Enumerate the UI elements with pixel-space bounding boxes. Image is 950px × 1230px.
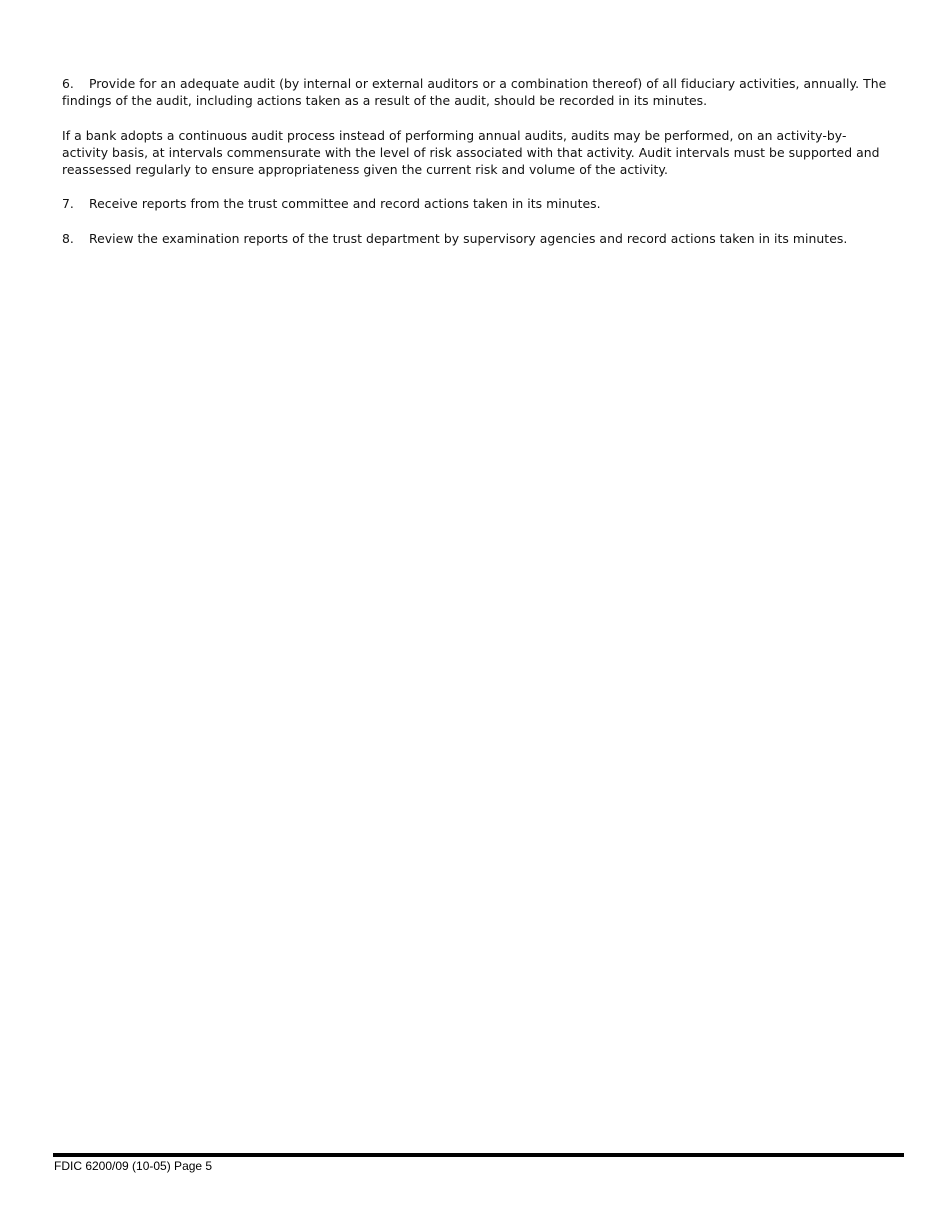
list-item-8: [62, 230, 892, 247]
item-text: Provide for an adequate audit (by internal or external auditors or a combination thereof) of all fiduciary activities, annually. The findings of the audit, including actions taken as a result of the audit, should be recorded in its minutes.: [62, 76, 887, 109]
list-item-6: [62, 75, 892, 110]
item-text: Review the examination reports of the trust department by supervisory agencies and record actions taken in its minutes.: [89, 230, 848, 246]
item-number: 6.: [62, 76, 74, 91]
continuous-audit-paragraph: If a bank adopts a continuous audit process instead of performing annual audits, audits may be performed, on an activity-by-activity basis, at intervals commensurate with the level of risk associated with that activity. Audit intervals must be supported and reassessed regularly to ensure appropriateness given the current risk and volume of the activity.: [62, 127, 880, 178]
item-number: 7.: [62, 196, 74, 212]
item-text: Receive reports from the trust committee and record actions taken in its minutes.: [89, 196, 601, 212]
list-item-7: [62, 195, 892, 212]
item-number: 8.: [62, 230, 74, 246]
footer-divider: [53, 1153, 904, 1157]
document-body: [62, 75, 892, 264]
footer-form-label: FDIC 6200/09 (10-05) Page 5: [54, 1159, 213, 1173]
